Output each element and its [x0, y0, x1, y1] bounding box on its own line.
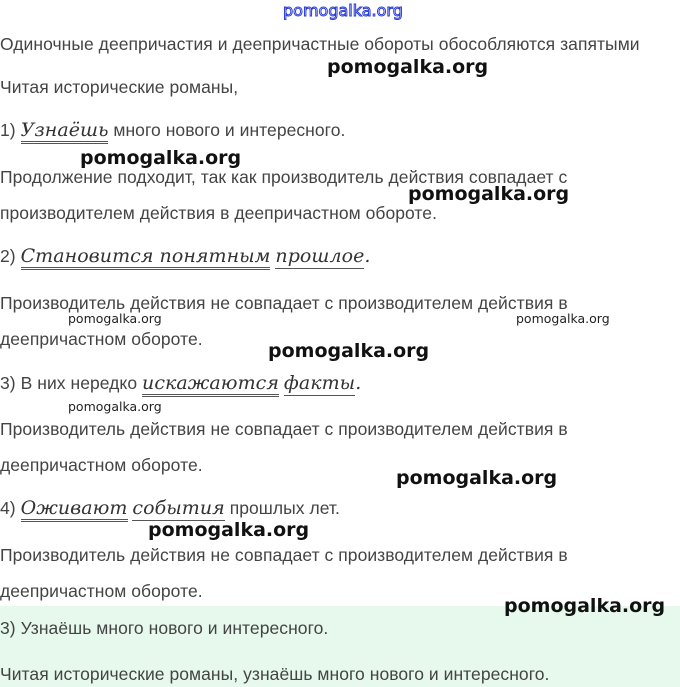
predicate-word: Оживают: [21, 497, 128, 522]
explanation-4b: деепричастном обороте.: [0, 581, 203, 601]
watermark: pomogalka.org: [68, 311, 162, 326]
watermark: pomogalka.org: [408, 183, 570, 205]
predicate-word: Становится понятным: [21, 245, 271, 270]
subject-word: факты: [283, 372, 356, 394]
watermark: pomogalka.org: [396, 467, 558, 489]
explanation-2b: деепричастном обороте.: [0, 329, 203, 349]
predicate-word: искажаются: [142, 372, 279, 397]
watermark: pomogalka.org: [80, 147, 242, 169]
answer-choice: 3) Узнаёшь много нового и интересного.: [0, 618, 329, 638]
watermark: pomogalka.org: [516, 311, 610, 326]
subject-word: события: [132, 497, 225, 519]
option-2: 2) Становится понятным прошлое.: [0, 245, 370, 267]
watermark: pomogalka.org: [327, 56, 489, 78]
watermark: pomogalka.org: [504, 595, 666, 617]
explanation-3b: деепричастном обороте.: [0, 455, 203, 475]
explanation-1a: Продолжение подходит, так как производитель действия совпадает с: [0, 167, 568, 187]
option-4: 4) Оживают события прошлых лет.: [0, 497, 340, 519]
given-clause: Читая исторические романы,: [0, 77, 239, 97]
option-3: 3) В них нередко искажаются факты.: [0, 372, 361, 394]
watermark: pomogalka.org: [68, 399, 162, 414]
watermark: pomogalka.org: [283, 1, 403, 20]
answer-sentence: Читая исторические романы, узнаёшь много нового и интересного.: [0, 664, 550, 684]
watermark: pomogalka.org: [148, 519, 310, 541]
subject-word: прошлое: [275, 245, 365, 267]
predicate-word: Узнаёшь: [21, 119, 109, 144]
option-1: 1) Узнаёшь много нового и интересного.: [0, 119, 345, 141]
explanation-3a: Производитель действия не совпадает с производителем действия в: [0, 419, 568, 439]
watermark: pomogalka.org: [268, 340, 430, 362]
explanation-4a: Производитель действия не совпадает с производителем действия в: [0, 545, 568, 565]
explanation-1b: производителем действия в деепричастном обороте.: [0, 203, 437, 223]
intro-text: Одиночные деепричастия и деепричастные обороты обособляются запятыми: [0, 34, 640, 54]
explanation-2a: Производитель действия не совпадает с производителем действия в: [0, 293, 568, 313]
